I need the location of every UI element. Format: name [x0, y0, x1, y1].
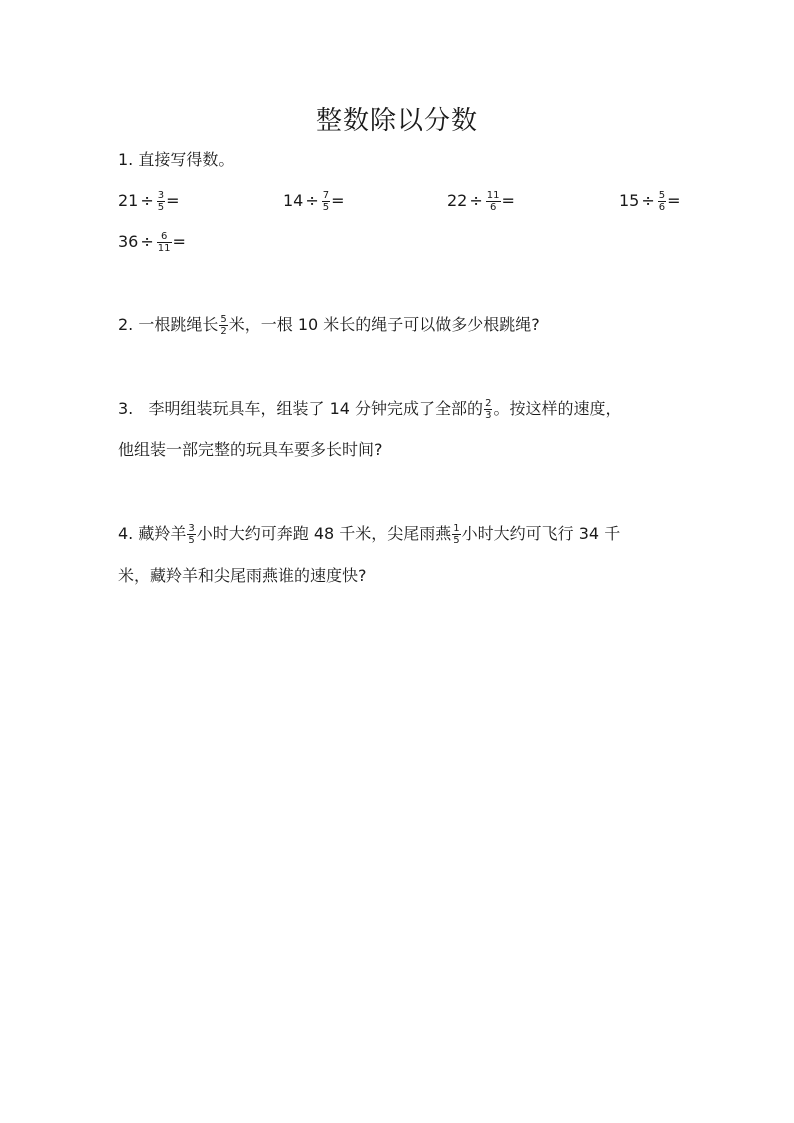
q4-text-after: 小时大约可飞行 34 千 — [461, 524, 621, 543]
fraction-denominator: 5 — [453, 535, 460, 546]
divide-sign: ÷ — [641, 191, 655, 210]
equals-sign: = — [667, 191, 681, 210]
fraction-denominator: 3 — [485, 410, 492, 421]
fraction-numerator: 3 — [157, 190, 165, 201]
fraction-denominator: 6 — [489, 202, 497, 213]
fraction-denominator: 5 — [322, 202, 330, 213]
fraction — [486, 190, 501, 213]
divide-sign: ÷ — [140, 191, 154, 210]
fraction-denominator: 6 — [658, 202, 666, 213]
fraction-numerator: 5 — [220, 314, 227, 325]
divide-sign: ÷ — [305, 191, 319, 210]
equals-sign: = — [166, 191, 180, 210]
fraction-denominator: 2 — [220, 326, 227, 337]
calc-whole: 15 — [619, 191, 640, 210]
fraction — [157, 190, 165, 213]
calc-whole: 14 — [283, 191, 304, 210]
calc-whole: 21 — [118, 191, 139, 210]
q4-line-2: 米，藏羚羊和尖尾雨燕谁的速度快? — [118, 566, 367, 585]
fraction-numerator: 3 — [188, 523, 195, 534]
calc-item-3 — [447, 190, 515, 213]
page-title: 整数除以分数 — [315, 106, 478, 136]
divide-sign: ÷ — [469, 191, 483, 210]
q2-text-before: 2. 一根跳绳长 — [118, 315, 219, 334]
calc-item-1 — [118, 190, 180, 213]
fraction-numerator: 2 — [485, 398, 492, 409]
q4-text-mid: 小时大约可奔跑 48 千米，尖尾雨燕 — [196, 524, 452, 543]
q4-text-before: 4. 藏羚羊 — [118, 524, 187, 543]
calc-item-5 — [118, 231, 186, 254]
fraction — [219, 314, 227, 337]
fraction — [484, 398, 492, 421]
divide-sign: ÷ — [140, 232, 154, 251]
q3-text-after: 。按这样的速度， — [493, 399, 622, 418]
q3-text-before: 3. 李明组装玩具车，组装了 14 分钟完成了全部的 — [118, 399, 484, 418]
calc-whole: 22 — [447, 191, 468, 210]
fraction-numerator: 5 — [658, 190, 666, 201]
fraction-numerator: 7 — [322, 190, 330, 201]
fraction — [452, 523, 460, 546]
q1-heading: 1. 直接写得数。 — [118, 150, 235, 169]
equals-sign: = — [501, 191, 515, 210]
q2-text — [118, 314, 540, 337]
fraction — [322, 190, 330, 213]
calc-item-2 — [283, 190, 345, 213]
fraction — [187, 523, 195, 546]
calc-item-4 — [619, 190, 681, 213]
fraction — [658, 190, 666, 213]
fraction-numerator: 1 — [453, 523, 460, 534]
fraction-denominator: 5 — [188, 535, 195, 546]
q3-line-2: 他组装一部完整的玩具车要多长时间? — [118, 440, 383, 459]
fraction — [157, 231, 172, 254]
equals-sign: = — [172, 232, 186, 251]
fraction-denominator: 5 — [157, 202, 165, 213]
fraction-numerator: 6 — [157, 231, 172, 243]
fraction-denominator: 11 — [157, 243, 171, 254]
equals-sign: = — [331, 191, 345, 210]
q2-text-after: 米，一根 10 米长的绳子可以做多少根跳绳? — [228, 315, 540, 334]
fraction-numerator: 11 — [486, 190, 500, 201]
q4-line-1 — [118, 523, 620, 546]
q3-line-1 — [118, 398, 621, 421]
calc-whole: 36 — [118, 232, 139, 251]
